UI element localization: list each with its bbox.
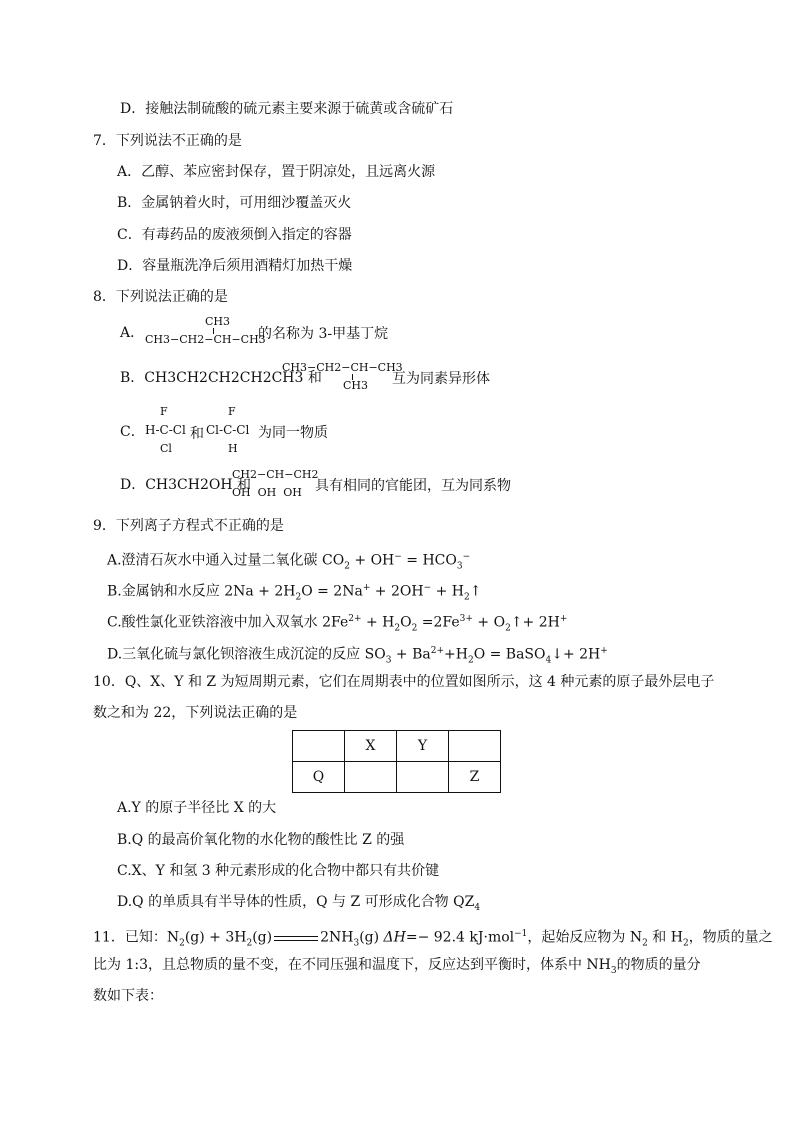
q8-a-tail: 的名称为 3-甲基丁烷 [258, 326, 389, 342]
q8-b-chain: CH3−CH2−CH−CH3 [282, 361, 403, 374]
q8-c-mol2: Cl-C-Cl [206, 423, 250, 437]
q8-option-b-label: B．CH3CH2CH2CH2CH3 和 [120, 370, 322, 386]
periodic-table-fragment [292, 730, 501, 793]
q8-b-methyl: CH3 [343, 379, 369, 392]
q8-stem: 8．下列说法正确的是 [93, 289, 228, 305]
q8-option-d-label: D．CH3CH2OH 和 [120, 477, 252, 493]
q10-stem-line1: 10．Q、X、Y 和 Z 为短周期元素，它们在周期表中的位置如图所示，这 4 种元素的原子最外层电子 [93, 674, 715, 690]
q10-option-a: A.Y 的原子半径比 X 的大 [117, 800, 277, 816]
q7-option-b: B．金属钠着火时，可用细沙覆盖灭火 [117, 195, 352, 211]
q8-d-oh: OH OH OH [232, 486, 302, 499]
pt-cell-y: Y [397, 731, 449, 762]
q8-a-chain: CH3−CH2−CH−CH3 [145, 333, 266, 346]
q8-option-c-label: C． [120, 424, 145, 440]
q10-stem-line2: 数之和为 22，下列说法正确的是 [93, 705, 298, 721]
q11-line2: 比为 1:3，且总物质的量不变，在不同压强和温度下，反应达到平衡时，体系中 $NH_3$的物质的量分 [93, 957, 701, 976]
q10-option-d: D.Q 的单质具有半导体的性质，Q 与 Z 可形成化合物 $QZ_4$ [117, 894, 481, 913]
q9-option-a: A.澄清石灰水中通入过量二氧化碳 $CO_2 + OH^- = HCO_3^-$ [107, 552, 471, 572]
q7-option-a: A．乙醇、苯应密封保存，置于阴凉处，且远离火源 [117, 164, 436, 180]
q8-d-chain: CH2−CH−CH2 [232, 468, 319, 481]
pt-cell-z: Z [449, 762, 501, 793]
q8-c-mol1: H-C-Cl [145, 423, 186, 437]
pt-cell-empty [345, 762, 397, 793]
q8-option-a-label: A． [120, 325, 145, 341]
q8-b-tail: 互为同素异形体 [392, 371, 490, 387]
q8-c-tail: 为同一物质 [258, 425, 328, 441]
q11-line3: 数如下表： [93, 988, 163, 1004]
q11-line1: 11．已知：$N_2(g) + 3H_2(g)$ $2NH_3(g)$ ΔH=− 92.4 kJ·mol$^{-1}$，起始反应物为 $N_2$ 和 $H_2$，物质的量之 [93, 929, 773, 949]
pt-cell-empty [397, 762, 449, 793]
q9-option-d: D.三氧化硫与氯化钡溶液生成沉淀的反应 $SO_3 + Ba^{2+}+H_2O$ = BaSO$_4$↓+ 2H+ [107, 646, 608, 666]
q10-option-b: B.Q 的最高价氧化物的水化物的酸性比 Z 的强 [117, 832, 405, 848]
pt-cell-q: Q [293, 762, 345, 793]
q6-option-d: D．接触法制硫酸的硫元素主要来源于硫黄或含硫矿石 [120, 101, 454, 117]
q7-stem: 7．下列说法不正确的是 [93, 133, 242, 149]
q9-stem: 9．下列离子方程式不正确的是 [93, 518, 284, 534]
q8-d-tail: 具有相同的官能团，互为同系物 [315, 478, 511, 494]
pt-cell-empty [293, 731, 345, 762]
q8-c-f2: F [228, 405, 236, 418]
q9-option-c: C.酸性氯化亚铁溶液中加入双氧水 $2Fe^{2+} + H_2O_2 =2Fe^{3+}$ + $O_2↑+ 2H^+$ [107, 614, 568, 634]
pt-cell-empty [449, 731, 501, 762]
q8-c-f1: F [160, 405, 168, 418]
q8-c-cl1: Cl [160, 442, 172, 455]
q7-option-c: C．有毒药品的废液须倒入指定的容器 [117, 227, 352, 243]
q8-a-methyl: CH3 [205, 315, 231, 328]
pt-cell-x: X [345, 731, 397, 762]
q10-option-c: C.X、Y 和氢 3 种元素形成的化合物中都只有共价键 [117, 863, 440, 879]
q8-c-h2: H [228, 442, 238, 455]
q8-c-and: 和 [190, 426, 204, 442]
equilibrium-arrow-icon [274, 934, 318, 942]
q9-option-b: B.金属钠和水反应 $2Na + 2H_2O = 2Na^+ + 2OH^-$ + $H_2↑$ [107, 583, 482, 603]
q7-option-d: D．容量瓶洗净后须用酒精灯加热干燥 [117, 258, 353, 274]
